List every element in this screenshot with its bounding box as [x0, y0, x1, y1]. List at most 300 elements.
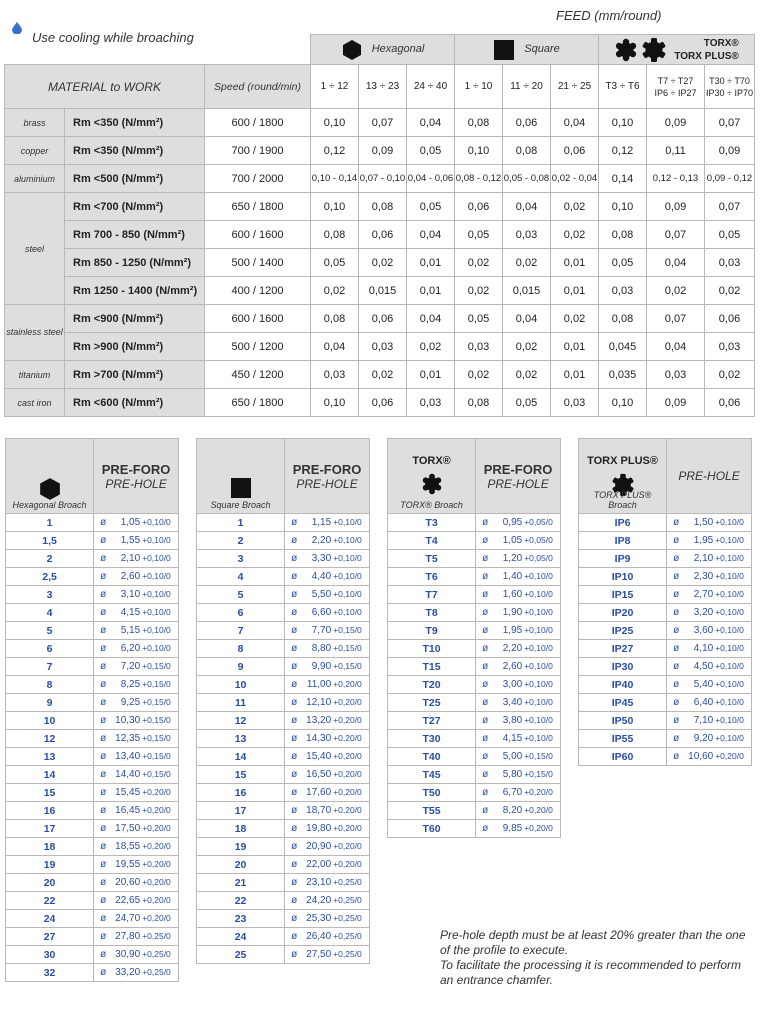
broach-caption: Hexagonal Broach [12, 500, 87, 510]
diameter-cell [285, 946, 370, 964]
table-row [579, 622, 752, 640]
diameter-symbol: ø [673, 589, 680, 600]
diameter-value: 1,95 [693, 535, 714, 546]
table-row [6, 910, 179, 928]
feed-value-cell: 0,01 [551, 361, 599, 389]
size-cell: 3 [6, 586, 94, 604]
diameter-cell [94, 694, 179, 712]
size-cell: 6 [6, 640, 94, 658]
tolerance: +0,10/0 [142, 517, 171, 527]
prehole-table [578, 438, 752, 766]
diameter-value: 3,00 [502, 679, 523, 690]
tolerance: +0,20/0 [142, 787, 171, 797]
tolerance: +0,20/0 [333, 751, 362, 761]
tolerance: +0,20/0 [142, 805, 171, 815]
tolerance: +0,20/0 [142, 859, 171, 869]
diameter-cell [285, 838, 370, 856]
diameter-cell [285, 550, 370, 568]
feed-value-cell: 0,06 [705, 389, 755, 417]
tolerance: +0,20/0 [333, 841, 362, 851]
diameter-cell [667, 604, 752, 622]
table-row [579, 658, 752, 676]
diameter-cell [94, 622, 179, 640]
diameter-value: 1,15 [311, 517, 332, 528]
tolerance: +0,10/0 [715, 517, 744, 527]
diameter-symbol: ø [673, 553, 680, 564]
diameter-value: 9,20 [693, 733, 714, 744]
tolerance: +0,10/0 [524, 607, 553, 617]
size-cell: T20 [388, 676, 476, 694]
size-cell: IP6 [579, 514, 667, 532]
diameter-symbol: ø [482, 625, 489, 636]
table-row [197, 784, 370, 802]
range-hex-3: 24 ÷ 40 [407, 65, 455, 109]
diameter-value: 26,40 [306, 931, 332, 942]
table-row [6, 766, 179, 784]
table-row [197, 604, 370, 622]
diameter-cell [476, 748, 561, 766]
feed-row [5, 333, 755, 361]
size-cell: 17 [197, 802, 285, 820]
size-cell: 16 [6, 802, 94, 820]
table-row [388, 640, 561, 658]
feed-value-cell: 0,08 [359, 193, 407, 221]
feed-value-cell: 0,06 [359, 389, 407, 417]
diameter-value: 5,80 [502, 769, 523, 780]
tolerance: +0,10/0 [524, 661, 553, 671]
diameter-value: 6,70 [502, 787, 523, 798]
range-torx-1: T3 ÷ T6 [599, 65, 647, 109]
diameter-cell [94, 550, 179, 568]
diameter-value: 14,40 [115, 769, 141, 780]
tolerance: +0,20/0 [333, 859, 362, 869]
feed-table [4, 34, 755, 417]
feed-value-cell: 0,02 [503, 361, 551, 389]
size-cell: IP25 [579, 622, 667, 640]
feed-value-cell: 0,08 - 0,12 [455, 165, 503, 193]
prehole-table [5, 438, 179, 982]
diameter-symbol: ø [100, 859, 107, 870]
feed-value-cell: 0,07 [647, 305, 705, 333]
table-row [6, 784, 179, 802]
diameter-cell [285, 928, 370, 946]
feed-value-cell: 0,10 [311, 193, 359, 221]
diameter-value: 5,40 [693, 679, 714, 690]
diameter-value: 11,00 [306, 679, 332, 690]
rm-cell: Rm 850 - 1250 (N/mm²) [65, 249, 205, 277]
table-row [6, 874, 179, 892]
feed-value-cell: 0,09 [647, 109, 705, 137]
brand-label: TORX® [412, 455, 451, 467]
speed-cell: 650 / 1800 [205, 389, 311, 417]
diameter-cell [94, 730, 179, 748]
diameter-cell [285, 658, 370, 676]
table-row [6, 586, 179, 604]
feed-value-cell: 0,14 [599, 165, 647, 193]
feed-value-cell: 0,02 [503, 333, 551, 361]
size-cell: T4 [388, 532, 476, 550]
diameter-value: 20,90 [306, 841, 332, 852]
feed-value-cell: 0,04 - 0,06 [407, 165, 455, 193]
feed-value-cell: 0,015 [503, 277, 551, 305]
tolerance: +0,10/0 [333, 589, 362, 599]
diameter-cell [285, 892, 370, 910]
table-row [197, 658, 370, 676]
speed-cell: 600 / 1800 [205, 109, 311, 137]
feed-value-cell: 0,03 [311, 361, 359, 389]
size-cell: 25 [197, 946, 285, 964]
size-cell: 11 [197, 694, 285, 712]
diameter-value: 4,15 [502, 733, 523, 744]
diameter-symbol: ø [100, 823, 107, 834]
feed-row [5, 137, 755, 165]
diameter-symbol: ø [673, 733, 680, 744]
diameter-cell [476, 604, 561, 622]
diameter-value: 30,90 [115, 949, 141, 960]
size-cell: T7 [388, 586, 476, 604]
diameter-value: 27,50 [306, 949, 332, 960]
size-cell: 8 [197, 640, 285, 658]
torx-plus-icon [641, 37, 667, 63]
tolerance: +0,15/0 [333, 625, 362, 635]
tolerance: +0,20/0 [715, 751, 744, 761]
feed-value-cell: 0,05 - 0,08 [503, 165, 551, 193]
tolerance: +0,15/0 [142, 733, 171, 743]
size-cell: 14 [197, 748, 285, 766]
tolerance: +0,10/0 [142, 589, 171, 599]
diameter-symbol: ø [482, 553, 489, 564]
diameter-cell [667, 568, 752, 586]
tolerance: +0,20/0 [142, 823, 171, 833]
torx-icon [388, 473, 475, 498]
table-row [388, 604, 561, 622]
diameter-symbol: ø [291, 661, 298, 672]
diameter-symbol: ø [291, 841, 298, 852]
diameter-symbol: ø [673, 643, 680, 654]
table-row [579, 730, 752, 748]
tolerance: +0,15/0 [142, 697, 171, 707]
diameter-value: 17,50 [115, 823, 141, 834]
feed-value-cell: 0,02 - 0,04 [551, 165, 599, 193]
feed-value-cell: 0,03 [599, 277, 647, 305]
table-row [6, 622, 179, 640]
prehole-header [667, 439, 752, 514]
feed-value-cell: 0,02 [647, 277, 705, 305]
diameter-value: 6,40 [693, 697, 714, 708]
prehole-title-bold: PRE-FORO [101, 461, 171, 477]
feed-value-cell: 0,10 [311, 109, 359, 137]
feed-value-cell: 0,02 [359, 361, 407, 389]
diameter-value: 22,00 [306, 859, 332, 870]
table-row [6, 964, 179, 982]
table-row [6, 946, 179, 964]
feed-value-cell: 0,10 [599, 193, 647, 221]
diameter-cell [94, 532, 179, 550]
feed-value-cell: 0,04 [647, 333, 705, 361]
diameter-value: 15,40 [306, 751, 332, 762]
torx-icon [614, 38, 638, 62]
prehole-title-italic: PRE-HOLE [105, 476, 167, 491]
table-row [6, 730, 179, 748]
diameter-value: 3,20 [693, 607, 714, 618]
diameter-symbol: ø [482, 697, 489, 708]
diameter-symbol: ø [100, 949, 107, 960]
size-cell: 14 [6, 766, 94, 784]
size-cell: T9 [388, 622, 476, 640]
feed-value-cell: 0,02 [551, 221, 599, 249]
diameter-cell [667, 712, 752, 730]
feed-value-cell: 0,05 [705, 221, 755, 249]
table-row [388, 712, 561, 730]
feed-value-cell: 0,07 [647, 221, 705, 249]
feed-value-cell: 0,04 [551, 109, 599, 137]
diameter-value: 10,30 [115, 715, 141, 726]
diameter-value: 2,60 [120, 571, 141, 582]
feed-value-cell: 0,02 [503, 249, 551, 277]
range-hex-2: 13 ÷ 23 [359, 65, 407, 109]
table-row [579, 640, 752, 658]
diameter-symbol: ø [291, 949, 298, 960]
tolerance: +0,10/0 [524, 733, 553, 743]
tolerance: +0,20/0 [333, 805, 362, 815]
feed-value-cell: 0,07 [705, 109, 755, 137]
size-cell: 9 [197, 658, 285, 676]
table-row [197, 946, 370, 964]
table-row [197, 640, 370, 658]
rm-cell: Rm <900 (N/mm²) [65, 305, 205, 333]
prehole-header [285, 439, 370, 514]
tolerance: +0,25/0 [333, 931, 362, 941]
feed-value-cell: 0,01 [551, 333, 599, 361]
diameter-value: 1,40 [502, 571, 523, 582]
diameter-cell [285, 784, 370, 802]
diameter-symbol: ø [673, 697, 680, 708]
diameter-value: 12,35 [115, 733, 141, 744]
diameter-cell [94, 874, 179, 892]
table-row [579, 586, 752, 604]
diameter-symbol: ø [100, 697, 107, 708]
diameter-cell [476, 802, 561, 820]
table-row [197, 694, 370, 712]
diameter-symbol: ø [291, 805, 298, 816]
size-cell: 20 [6, 874, 94, 892]
table-row [388, 586, 561, 604]
table-row [197, 910, 370, 928]
water-drop-icon [12, 22, 22, 34]
size-cell: 32 [6, 964, 94, 982]
speed-cell: 700 / 1900 [205, 137, 311, 165]
tolerance: +0,10/0 [333, 535, 362, 545]
speed-cell: 500 / 1400 [205, 249, 311, 277]
table-row [197, 838, 370, 856]
brand-label: TORX PLUS® [587, 455, 658, 467]
feed-value-cell: 0,04 [503, 193, 551, 221]
tolerance: +0,10/0 [715, 679, 744, 689]
table-row [6, 694, 179, 712]
diameter-value: 24,20 [306, 895, 332, 906]
table-row [197, 802, 370, 820]
table-row [388, 514, 561, 532]
diameter-value: 2,60 [502, 661, 523, 672]
size-cell: IP55 [579, 730, 667, 748]
prehole-title-italic: PRE-HOLE [487, 476, 549, 491]
diameter-symbol: ø [100, 913, 107, 924]
size-cell: 18 [197, 820, 285, 838]
feed-value-cell: 0,01 [407, 361, 455, 389]
diameter-symbol: ø [100, 535, 107, 546]
feed-value-cell: 0,05 [407, 193, 455, 221]
tolerance: +0,10/0 [333, 607, 362, 617]
broach-header [388, 439, 476, 514]
prehole-title-bold: PRE-FORO [292, 461, 362, 477]
diameter-cell [476, 640, 561, 658]
diameter-value: 16,50 [306, 769, 332, 780]
size-cell: 10 [197, 676, 285, 694]
square-icon [493, 39, 515, 61]
diameter-value: 3,80 [502, 715, 523, 726]
feed-value-cell: 0,08 [311, 305, 359, 333]
rm-cell: Rm >700 (N/mm²) [65, 361, 205, 389]
size-cell: 5 [6, 622, 94, 640]
diameter-cell [476, 766, 561, 784]
diameter-value: 4,40 [311, 571, 332, 582]
diameter-value: 14,30 [306, 733, 332, 744]
diameter-symbol: ø [100, 661, 107, 672]
diameter-symbol: ø [100, 625, 107, 636]
rm-cell: Rm <600 (N/mm²) [65, 389, 205, 417]
size-cell: T6 [388, 568, 476, 586]
table-row [579, 694, 752, 712]
size-cell: IP15 [579, 586, 667, 604]
diameter-symbol: ø [291, 859, 298, 870]
feed-value-cell: 0,05 [311, 249, 359, 277]
table-row [388, 550, 561, 568]
feed-value-cell: 0,04 [407, 305, 455, 333]
feed-value-cell: 0,06 [705, 305, 755, 333]
diameter-symbol: ø [291, 589, 298, 600]
feed-row [5, 305, 755, 333]
diameter-value: 1,20 [502, 553, 523, 564]
diameter-value: 10,60 [688, 751, 714, 762]
table-row [197, 730, 370, 748]
size-cell: 16 [197, 784, 285, 802]
table-row [388, 622, 561, 640]
feed-value-cell: 0,08 [455, 109, 503, 137]
table-row [197, 622, 370, 640]
hexagonal-group-header: Hexagonal [311, 35, 455, 65]
diameter-symbol: ø [673, 517, 680, 528]
feed-value-cell: 0,04 [407, 221, 455, 249]
table-row [197, 820, 370, 838]
table-row [6, 892, 179, 910]
feed-row [5, 221, 755, 249]
size-cell: 18 [6, 838, 94, 856]
diameter-symbol: ø [100, 733, 107, 744]
feed-value-cell: 0,02 [705, 361, 755, 389]
feed-value-cell: 0,02 [551, 193, 599, 221]
tolerance: +0,10/0 [715, 535, 744, 545]
diameter-symbol: ø [482, 751, 489, 762]
table-row [6, 514, 179, 532]
diameter-value: 6,60 [311, 607, 332, 618]
feed-value-cell: 0,02 [551, 305, 599, 333]
diameter-symbol: ø [291, 517, 298, 528]
tolerance: +0,25/0 [333, 913, 362, 923]
diameter-value: 7,20 [120, 661, 141, 672]
size-cell: 1 [197, 514, 285, 532]
diameter-symbol: ø [673, 625, 680, 636]
table-row [197, 874, 370, 892]
diameter-symbol: ø [100, 679, 107, 690]
feed-value-cell: 0,12 - 0,13 [647, 165, 705, 193]
footnote [440, 928, 755, 988]
tolerance: +0,15/0 [333, 643, 362, 653]
feed-value-cell: 0,04 [407, 109, 455, 137]
size-cell: 12 [6, 730, 94, 748]
size-cell: IP50 [579, 712, 667, 730]
feed-row [5, 249, 755, 277]
prehole-table [196, 438, 370, 964]
diameter-value: 9,90 [311, 661, 332, 672]
tolerance: +0,10/0 [524, 715, 553, 725]
diameter-cell [94, 712, 179, 730]
size-cell: 13 [6, 748, 94, 766]
feed-value-cell: 0,09 [359, 137, 407, 165]
diameter-symbol: ø [100, 589, 107, 600]
feed-value-cell: 0,05 [455, 221, 503, 249]
diameter-value: 5,15 [120, 625, 141, 636]
diameter-symbol: ø [291, 697, 298, 708]
table-row [6, 658, 179, 676]
broach-caption: Square Broach [210, 500, 271, 510]
diameter-cell [667, 586, 752, 604]
speed-cell: 500 / 1200 [205, 333, 311, 361]
size-cell: 23 [197, 910, 285, 928]
tolerance: +0,10/0 [142, 607, 171, 617]
diameter-cell [667, 532, 752, 550]
diameter-value: 2,30 [693, 571, 714, 582]
diameter-cell [94, 766, 179, 784]
diameter-symbol: ø [100, 571, 107, 582]
diameter-symbol: ø [673, 535, 680, 546]
diameter-value: 1,95 [502, 625, 523, 636]
size-cell: IP60 [579, 748, 667, 766]
feed-value-cell: 0,02 [407, 333, 455, 361]
table-row [197, 712, 370, 730]
feed-value-cell: 0,05 [455, 305, 503, 333]
diameter-cell [667, 550, 752, 568]
diameter-value: 25,30 [306, 913, 332, 924]
size-cell: IP20 [579, 604, 667, 622]
rm-cell: Rm <700 (N/mm²) [65, 193, 205, 221]
table-row [579, 568, 752, 586]
diameter-cell [94, 856, 179, 874]
table-row [197, 550, 370, 568]
diameter-symbol: ø [482, 589, 489, 600]
size-cell: 21 [197, 874, 285, 892]
diameter-symbol: ø [100, 877, 107, 888]
feed-value-cell: 0,04 [503, 305, 551, 333]
diameter-value: 33,20 [115, 967, 141, 978]
diameter-symbol: ø [482, 607, 489, 618]
table-row [388, 784, 561, 802]
size-cell: 15 [6, 784, 94, 802]
table-row [6, 748, 179, 766]
material-cell: brass [5, 109, 65, 137]
torx-plus-label: TORX PLUS® [674, 50, 739, 62]
diameter-cell [667, 748, 752, 766]
table-row [6, 604, 179, 622]
